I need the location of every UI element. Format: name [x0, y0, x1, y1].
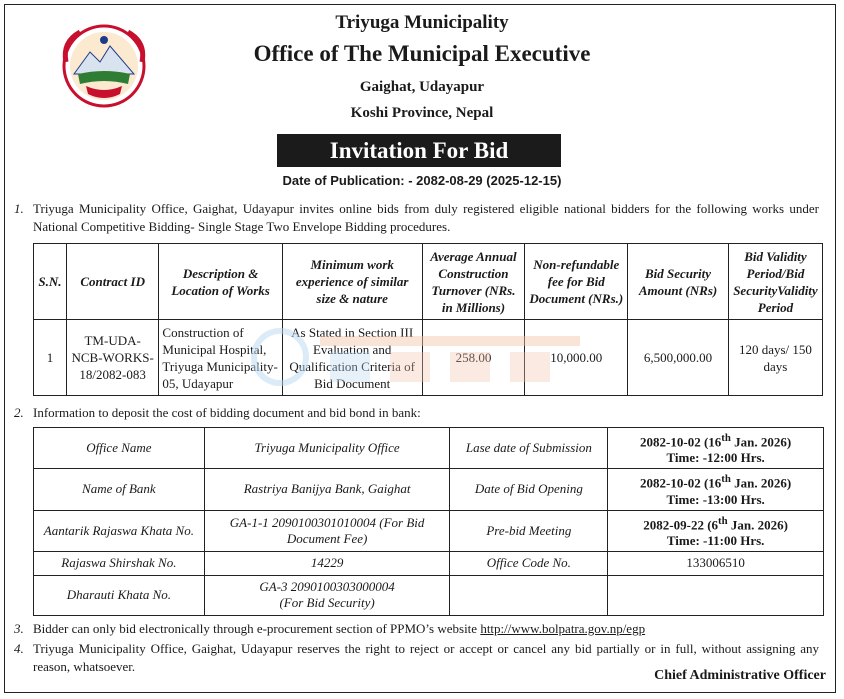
point-number: 4. [14, 641, 24, 656]
dharauti-label: Dharauti Khata No. [34, 575, 205, 615]
header-bid-security: Bid Security Amount (NRs) [628, 244, 729, 320]
shirshak-label: Rajaswa Shirshak No. [34, 551, 205, 575]
nepal-emblem-icon [56, 22, 152, 112]
signature-title: Chief Administrative Officer [654, 668, 826, 683]
office-name-label: Office Name [34, 428, 205, 469]
bank-value: Rastriya Banijya Bank, Gaighat [204, 469, 450, 510]
header-min-experience: Minimum work experience of similar size & nature [282, 244, 422, 320]
point-number: 3. [14, 621, 24, 636]
cell-min-experience: As Stated in Section III Evaluation and Qualification Criteria of Bid Document [282, 320, 422, 396]
publication-date: Date of Publication: - 2082-08-29 (2025-12-15) [282, 173, 562, 188]
cell-bid-security: 6,500,000.00 [628, 320, 729, 396]
cell-contract-id: TM-UDA-NCB-WORKS-18/2082-083 [66, 320, 159, 396]
cell-sn: 1 [34, 320, 67, 396]
point-text: Triyuga Municipality Office, Gaighat, Udayapur invites online bids from duly registered eligible national bidders for the following works under National Competitive Bidding- Single Stage Two Envelope Bidding procedures. [33, 201, 819, 234]
address-line: Gaighat, Udayapur [359, 79, 485, 95]
dharauti-value: GA-3 2090100303000004 (For Bid Security) [204, 575, 450, 615]
khata-label: Aantarik Rajaswa Khata No. [34, 510, 205, 551]
office-code-label: Office Code No. [450, 551, 608, 575]
submission-label: Lase date of Submission [450, 428, 608, 469]
point-2 [14, 404, 819, 422]
municipality-name: Triyuga Municipality [335, 12, 509, 33]
table-row [34, 320, 823, 396]
cell-turnover: 258.00 [422, 320, 525, 396]
point-text: Triyuga Municipality Office, Gaighat, Udayapur reserves the right to reject or accept or cancel any bid partially or in full, without assigning any reason, whatsoever. [33, 641, 819, 674]
invitation-banner: Invitation For Bid [277, 134, 561, 167]
point-number: 1. [14, 201, 24, 216]
header-sn: S.N. [34, 244, 67, 320]
header-contract-id: Contract ID [66, 244, 159, 320]
point-3 [14, 620, 819, 638]
opening-value: 2082-10-02 (16th Jan. 2026) Time: -13:00 Hrs. [608, 469, 824, 510]
prebid-value: 2082-09-22 (6th Jan. 2026) Time: -11:00 Hrs. [608, 510, 824, 551]
submission-value: 2082-10-02 (16th Jan. 2026) Time: -12:00 Hrs. [608, 428, 824, 469]
office-code-value: 133006510 [608, 551, 824, 575]
khata-value: GA-1-1 2090100301010004 (For Bid Document Fee) [204, 510, 450, 551]
cell-description: Construction of Municipal Hospital, Triyuga Municipality-05, Udayapur [159, 320, 282, 396]
bank-info-table [33, 427, 824, 616]
cell-fee: 10,000.00 [525, 320, 628, 396]
office-title: Office of The Municipal Executive [253, 41, 591, 66]
province-line: Koshi Province, Nepal [350, 105, 494, 121]
point-text: Information to deposit the cost of bidding document and bid bond in bank: [33, 405, 421, 420]
point-number: 2. [14, 405, 24, 420]
point-1 [14, 200, 819, 236]
bank-label: Name of Bank [34, 469, 205, 510]
header-description: Description & Location of Works [159, 244, 282, 320]
header-fee: Non-refundable fee for Bid Document (NRs.) [525, 244, 628, 320]
opening-label: Date of Bid Opening [450, 469, 608, 510]
header-validity: Bid Validity Period/Bid SecurityValidity Period [728, 244, 822, 320]
point-text: Bidder can only bid electronically through e-procurement section of PPMO’s website [33, 621, 481, 636]
cell-validity: 120 days/ 150 days [728, 320, 822, 396]
bolpatra-link[interactable]: http://www.bolpatra.gov.np/egp [480, 621, 646, 636]
prebid-label: Pre-bid Meeting [450, 510, 608, 551]
empty-cell [450, 575, 608, 615]
shirshak-value: 14229 [204, 551, 450, 575]
header-turnover: Average Annual Construction Turnover (NRs. in Millions) [422, 244, 525, 320]
office-name-value: Triyuga Municipality Office [204, 428, 450, 469]
empty-cell [608, 575, 824, 615]
works-table [33, 243, 823, 396]
